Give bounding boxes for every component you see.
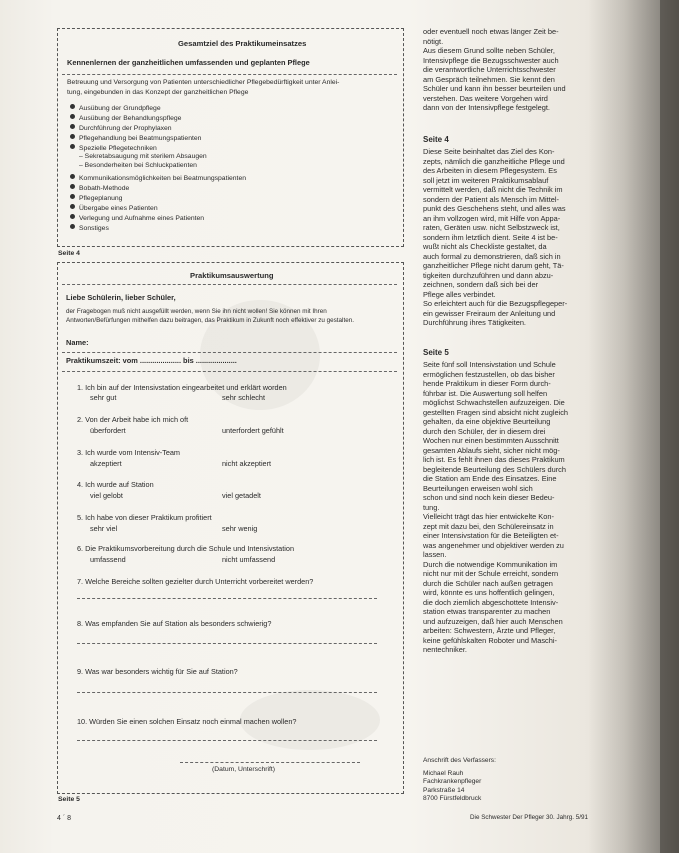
answer-option[interactable]: nicht umfassend [222, 555, 276, 564]
period-label: Praktikumszeit: vom .................... bis .................... [66, 356, 237, 365]
page-number: 4 ´ 8 [57, 815, 72, 822]
divider [62, 371, 397, 372]
answer-option[interactable]: überfordert [90, 426, 126, 435]
bullet-icon [70, 214, 75, 219]
question-text: 1. Ich bin auf der Intensivstation eingearbeitet und erklärt worden [77, 383, 287, 392]
answer-option[interactable]: viel gelobt [90, 491, 123, 500]
section-paragraph: Seite fünf soll Intensivstation und Schule ermöglichen festzustellen, ob das bisher hende Praktikum in dieser Form durch- führbar ist. Die Auswertung soll helfen möglichst Schwachstellen aufzuzeigen. Die gestellten Fragen sind absicht nicht zugleich gehalten, da eine objektive Beurteilung durch den Schüler, der in diesem drei Wochen nur einen bestimmten Ausschnitt gesamten Ablaufs sieht, sicher nicht mög- lich ist. Es fehlt ihnen das dieses Praktikum begleitende Beurteilung des Schülers durch die Station am Ende des Einsatzes. Eine Beurteilungen erweisen wohl sich schon und sind noch kein dieser Bedeu- tung. Vielleicht trägt das hier entwickelte Kon- zept mit dazu bei, den Schülereinsatz in einer Intensivstation für die Beteiligten et- was angenehmer und objektiver werden zu lassen. Durch die notwendige Kommunikation im nicht nur mit der Schule erreicht, sondern durch die Schüler nach außen getragen wird, könnte es uns hoffentlich gelingen, die doch ziemlich abgeschottete Intensiv- station etwas transparenter zu machen und aufzuzeigen, daß hier auch Menschen arbeiten: Schwestern, Ärzte und Pfleger, keine gefühlskalten Roboter und Maschi- nentechniker. [423, 360, 569, 654]
question-text: 7. Welche Bereiche sollten gezielter durch Unterricht vorbereitet werden? [77, 577, 314, 586]
bullet-icon [70, 114, 75, 119]
bullet-icon [70, 104, 75, 109]
answer-line[interactable] [77, 598, 377, 599]
answer-line[interactable] [77, 643, 377, 644]
greeting: Liebe Schülerin, lieber Schüler, [66, 293, 176, 302]
answer-option[interactable]: sehr wenig [222, 524, 258, 533]
divider [62, 74, 397, 75]
bullet-icon [70, 124, 75, 129]
goal-item: Übergabe eines Patienten [70, 204, 158, 213]
page-label: Seite 5 [58, 796, 80, 803]
goal-item: Pflegeplanung [70, 194, 122, 203]
divider [62, 352, 397, 353]
right-column [423, 27, 598, 655]
bullet-icon [70, 194, 75, 199]
answer-option[interactable]: nicht akzeptiert [222, 459, 272, 468]
question-text: 9. Was war besonders wichtig für Sie auf Station? [77, 667, 238, 676]
goal-item: Sonstiges [70, 224, 109, 233]
goal-title: Gesamtziel des Praktikumeinsatzes [178, 39, 307, 48]
goal-intro-line: tung, eingebunden in das Konzept der ganzheitlichen Pflege [67, 89, 249, 96]
answer-line[interactable] [77, 740, 377, 741]
section-heading: Seite 5 [423, 347, 449, 357]
goal-item: Ausübung der Behandlungspflege [70, 114, 181, 123]
author-address: Anschrift des Verfassers: Michael Rauh Fachkrankenpfleger Parkstraße 14 8700 Fürstfeldbruck [423, 757, 598, 804]
question-text: 10. Würden Sie einen solchen Einsatz noch einmal machen wollen? [77, 717, 297, 726]
goal-intro-line: Betreuung und Versorgung von Patienten unterschiedlicher Pflegebedürftigkeit unter Anlei- [67, 79, 340, 86]
goal-item: Pflegehandlung bei Beatmungspatienten [70, 134, 201, 143]
question-text: 8. Was empfanden Sie auf Station als besonders schwierig? [77, 619, 272, 628]
answer-option[interactable]: sehr gut [90, 393, 117, 402]
bullet-icon [70, 204, 75, 209]
question-text: 6. Die Praktikumsvorbereitung durch die Schule und Intensivstation [77, 544, 294, 553]
answer-option[interactable]: akzeptiert [90, 459, 122, 468]
goal-subtitle: Kennenlernen der ganzheitlichen umfassenden und geplanten Pflege [67, 58, 310, 67]
goal-item: Bobath-Methode [70, 184, 129, 193]
signature-label: (Datum, Unterschrift) [212, 766, 276, 773]
signature-line[interactable] [180, 762, 360, 763]
name-label: Name: [66, 338, 89, 347]
section-paragraph: Diese Seite beinhaltet das Ziel des Kon- zepts, nämlich die ganzheitliche Pflege und des Arbeiten in diesem Pflegesystem. Es soll jetzt im weiteren Praktikumsablauf vermittelt werden, daß nicht die Technik im sondern der Patient als Mensch im Mittel- punkt des Geschehens steht, und alles was an ihm vollzogen wird, mit Hilfe von Appa- raten, Geräten usw. nicht Selbstzweck ist, sondern ihm letztlich dient. Seite 4 ist be- wußt nicht als Checkliste gestaltet, da auch formal zu demonstrieren, daß sich in ganzheitlicher Pflege nicht darum geht, Tä- tigkeiten durchzuführen und dann abzu- zeichnen, sondern daß sich bei der Pflege alles verbindet. So erleichtert auch für die Bezugspflegeper- ein gewisser Freiraum der Anleitung und Durchführung ihres Tätigkeiten. [423, 147, 568, 327]
answer-option[interactable]: viel getadelt [222, 491, 261, 500]
question-text: 4. Ich wurde auf Station [77, 480, 154, 489]
answer-option[interactable]: sehr viel [90, 524, 118, 533]
page-edge [660, 0, 679, 853]
author-label: Anschrift des Verfassers: [423, 757, 496, 764]
journal-footer: Die Schwester Der Pfleger 30. Jahrg. 5/91 [470, 814, 588, 821]
evaluation-intro-line: Antworten/Befürfungen mithelfen dazu beitragen, das Praktikum in Zukunft noch effektiver zu gestalten. [66, 317, 354, 324]
goal-item: Durchführung der Prophylaxen [70, 124, 172, 133]
page-label: Seite 4 [58, 250, 80, 257]
bullet-icon [70, 134, 75, 139]
answer-option[interactable]: sehr schlecht [222, 393, 265, 402]
evaluation-title: Praktikumsauswertung [190, 271, 274, 280]
goal-item: Spezielle Pflegetechniken [70, 144, 157, 153]
goal-subitem: – Sekretabsaugung mit sterilem Absaugen [79, 153, 207, 160]
section-heading: Seite 4 [423, 134, 449, 144]
question-text: 5. Ich habe von dieser Praktikum profitiert [77, 513, 212, 522]
bullet-icon [70, 174, 75, 179]
bullet-icon [70, 224, 75, 229]
goal-subitem: – Besonderheiten bei Schluckpatienten [79, 162, 197, 169]
divider [62, 284, 397, 285]
question-text: 3. Ich wurde vom Intensiv-Team [77, 448, 181, 457]
goal-item: Kommunikationsmöglichkeiten bei Beatmungspatienten [70, 174, 246, 183]
goal-item: Verlegung und Aufnahme eines Patienten [70, 214, 204, 223]
evaluation-intro-line: der Fragebogen muß nicht ausgefüllt werden, wenn Sie ihn nicht wollen! Sie können mit Ihren [66, 308, 327, 315]
answer-option[interactable]: umfassend [90, 555, 126, 564]
goal-item: Ausübung der Grundpflege [70, 104, 161, 113]
question-text: 2. Von der Arbeit habe ich mich oft [77, 415, 189, 424]
answer-option[interactable]: unterfordert gefühlt [222, 426, 284, 435]
answer-line[interactable] [77, 692, 377, 693]
bullet-icon [70, 184, 75, 189]
bullet-icon [70, 144, 75, 149]
paragraph-continued: oder eventuell noch etwas länger Zeit be- nötigt. Aus diesem Grund sollte neben Schüler, Intensivpflege die Bezugsschwester auch die verantwortliche Unterrichtsschwester am Gespräch teilnehmen. Sie kennt den Schüler und kann ihn besser beurteilen und verstehen. Das weitere Vorgehen wird dann von der Intensivpflege festgelegt. [423, 27, 566, 112]
